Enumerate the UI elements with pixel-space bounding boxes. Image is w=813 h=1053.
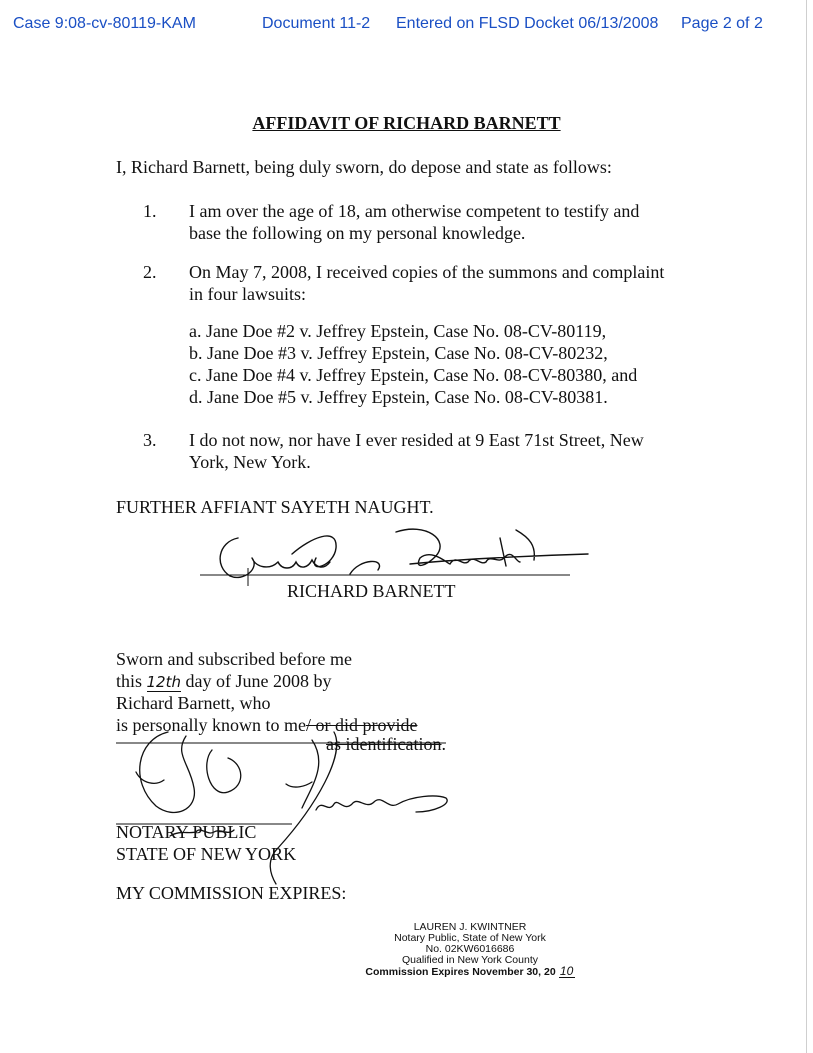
stamp-line: No. 02KW6016686	[425, 943, 515, 955]
affiant-signature	[200, 518, 590, 588]
notary-state-label: STATE OF NEW YORK	[116, 844, 297, 864]
struck-text: as identification	[326, 734, 442, 754]
stamp-expiry-text: Commission Expires November 30, 20	[365, 966, 556, 978]
further-affiant: FURTHER AFFIANT SAYETH NAUGHT.	[116, 497, 434, 517]
paragraph-number: 1.	[143, 201, 157, 221]
jurat-text: this	[116, 671, 143, 691]
paragraph-line: in four lawsuits:	[189, 284, 306, 304]
page-number: Page 2 of 2	[681, 15, 763, 32]
notary-public-label: NOTARY PUBLIC	[116, 822, 257, 842]
handwritten-day: 12th	[146, 673, 181, 691]
intro-paragraph: I, Richard Barnett, being duly sworn, do depose and state as follows:	[116, 157, 612, 177]
affiant-name: RICHARD BARNETT	[287, 581, 456, 601]
stamp-line: Qualified in New York County	[402, 954, 538, 966]
lawsuit-item: d. Jane Doe #5 v. Jeffrey Epstein, Case No. 08-CV-80381.	[189, 387, 608, 407]
lawsuit-item: a. Jane Doe #2 v. Jeffrey Epstein, Case No. 08-CV-80119,	[189, 321, 607, 341]
handwritten-year: 10	[559, 964, 574, 978]
lawsuit-item: c. Jane Doe #4 v. Jeffrey Epstein, Case No. 08-CV-80380, and	[189, 365, 638, 385]
jurat-text: is personally known to me	[116, 715, 306, 735]
paragraph-number: 3.	[143, 430, 157, 450]
jurat-text: .	[441, 734, 446, 754]
paragraph-line: York, New York.	[189, 452, 311, 472]
case-number: Case 9:08-cv-80119-KAM	[13, 15, 196, 32]
jurat-line: Sworn and subscribed before me	[116, 649, 352, 669]
paragraph-line: I am over the age of 18, am otherwise competent to testify and	[189, 201, 640, 221]
commission-expires-label: MY COMMISSION EXPIRES:	[116, 883, 347, 903]
jurat-line	[116, 671, 331, 692]
stamp-line: Notary Public, State of New York	[394, 932, 546, 944]
jurat-line: Richard Barnett, who	[116, 693, 271, 713]
docket-entry: Entered on FLSD Docket 06/13/2008	[396, 15, 659, 32]
jurat-text: day of June 2008 by	[185, 671, 332, 691]
document-number: Document 11-2	[262, 15, 371, 32]
stamp-name: LAUREN J. KWINTNER	[413, 921, 527, 933]
stamp-line	[340, 966, 600, 978]
paragraph-number: 2.	[143, 262, 157, 282]
struck-text: / or did provide	[305, 715, 418, 735]
page-edge	[806, 0, 807, 1053]
lawsuit-item: b. Jane Doe #3 v. Jeffrey Epstein, Case No. 08-CV-80232,	[189, 343, 608, 363]
paragraph-line: I do not now, nor have I ever resided at 9 East 71st Street, New	[189, 430, 644, 450]
paragraph-line: On May 7, 2008, I received copies of the summons and complaint	[189, 262, 665, 282]
paragraph-line: base the following on my personal knowledge.	[189, 223, 526, 243]
notary-stamp	[340, 922, 600, 978]
document-title: AFFIDAVIT OF RICHARD BARNETT	[252, 113, 561, 133]
